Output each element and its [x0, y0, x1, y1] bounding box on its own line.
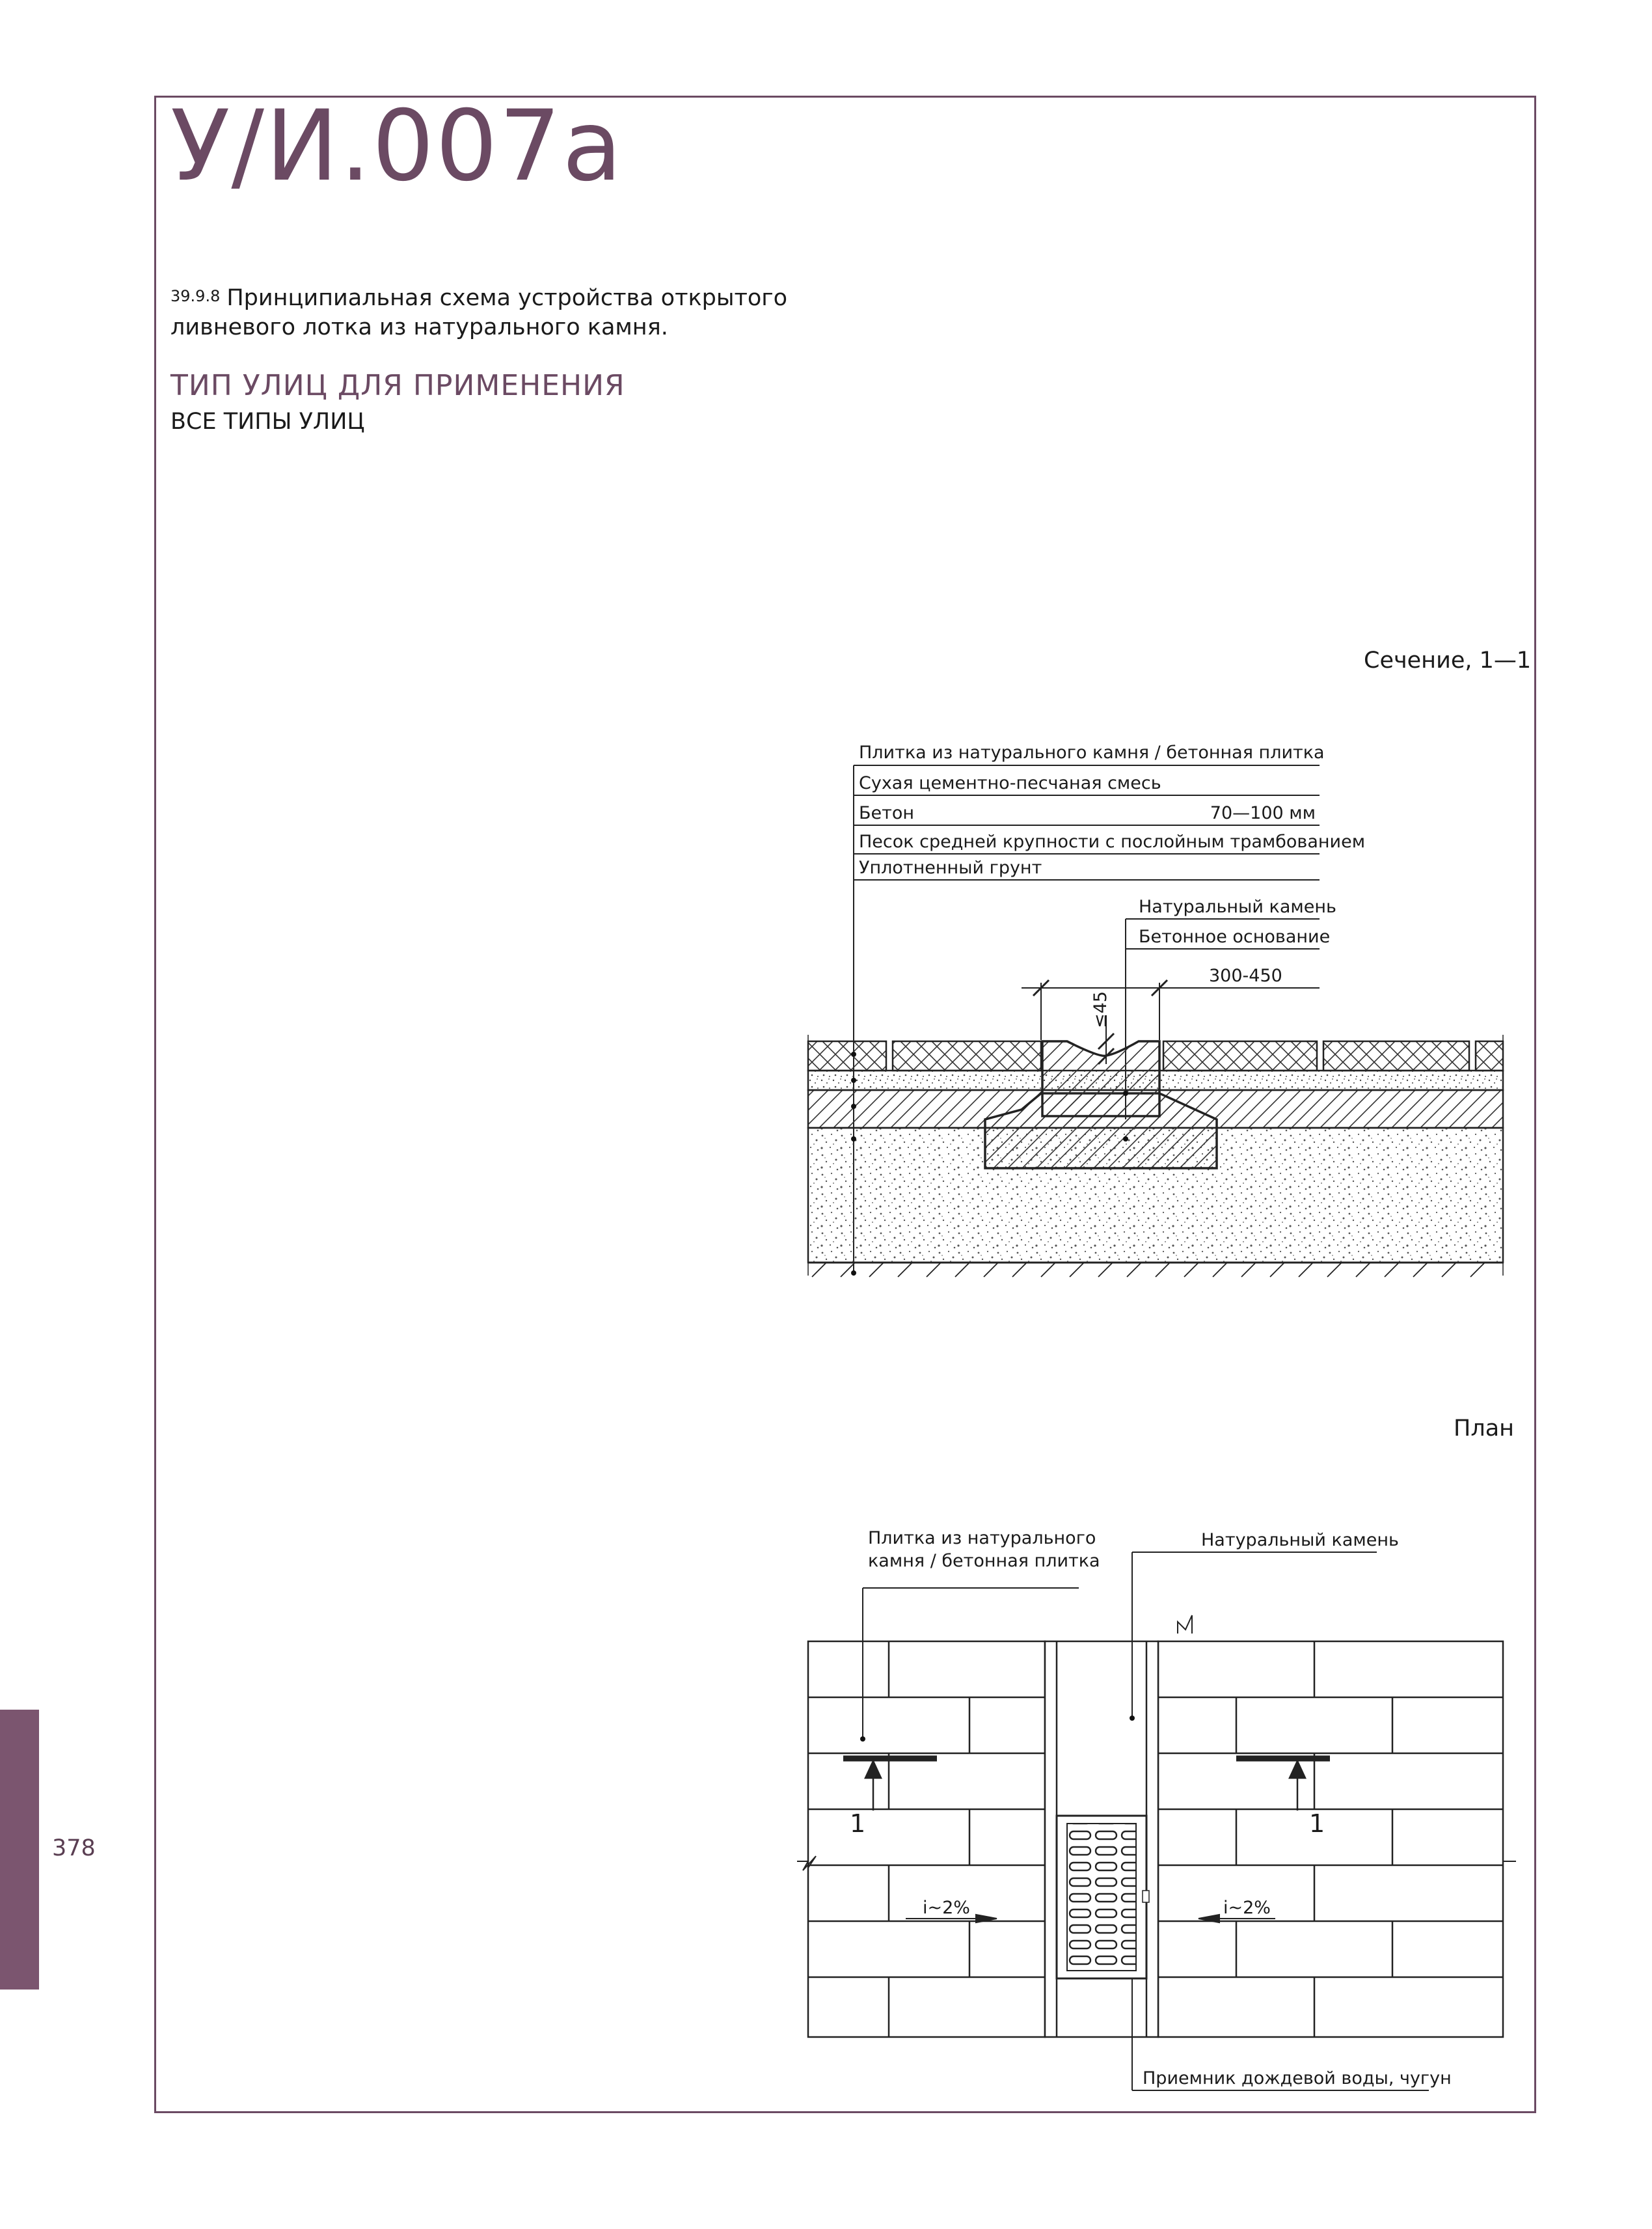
- plan-stone-label: Натуральный камень: [1201, 1530, 1399, 1550]
- concrete-thickness-label: 70—100 мм: [1210, 803, 1316, 823]
- section-caption: Сечение, 1—1: [1364, 648, 1532, 674]
- layer-label-tile: Плитка из натурального камня / бетонная плитка: [859, 743, 1325, 763]
- description-line-2: ливневого лотка из натурального камня.: [170, 314, 668, 340]
- street-type-value: ВСЕ ТИПЫ УЛИЦ: [170, 409, 365, 435]
- plan-caption: План: [1454, 1415, 1515, 1442]
- layer-label-concrete: Бетон: [859, 803, 915, 823]
- natural-stone: [1042, 1041, 1159, 1116]
- plan-drawing: [797, 1552, 1516, 2090]
- slope-label-right: i~2%: [1223, 1898, 1271, 1918]
- depth-dim-label: ≤45: [1090, 991, 1111, 1028]
- drawing-code: У/И.007а: [170, 90, 624, 203]
- plan-tile-label-line2: камня / бетонная плитка: [868, 1551, 1100, 1571]
- plan-inlet-grate: [1057, 1816, 1149, 1978]
- layer-label-dry-mix: Сухая цементно-песчаная смесь: [859, 773, 1161, 793]
- inlet-label: Приемник дождевой воды, чугун: [1143, 2068, 1452, 2088]
- description-number: 39.9.8: [170, 287, 221, 305]
- street-type-heading: ТИП УЛИЦ ДЛЯ ПРИМЕНЕНИЯ: [170, 369, 625, 402]
- layer-label-soil: Уплотненный грунт: [859, 858, 1042, 878]
- page-number: 378: [52, 1835, 96, 1861]
- base-label: Бетонное основание: [1139, 927, 1331, 947]
- width-dim-label: 300-450: [1209, 966, 1282, 986]
- section-mark-right: 1: [1309, 1809, 1325, 1838]
- plan-left-paving: [808, 1641, 1045, 2037]
- plan-tile-label-line1: Плитка из натурального: [868, 1528, 1096, 1548]
- stone-label: Натуральный камень: [1139, 897, 1336, 917]
- description-line-1: Принципиальная схема устройства открытого: [226, 285, 788, 311]
- section-mark-left: 1: [850, 1809, 866, 1838]
- section-cut-left: [843, 1758, 937, 1811]
- ground-hatch: [812, 1263, 1485, 1277]
- layer-label-sand: Песок средней крупности с послойным трамбованием: [859, 832, 1366, 852]
- section-cut-right: [1236, 1758, 1330, 1811]
- slope-label-left: i~2%: [923, 1898, 970, 1918]
- section-labels: [859, 743, 1365, 1028]
- plan-right-paving: [1158, 1641, 1503, 2037]
